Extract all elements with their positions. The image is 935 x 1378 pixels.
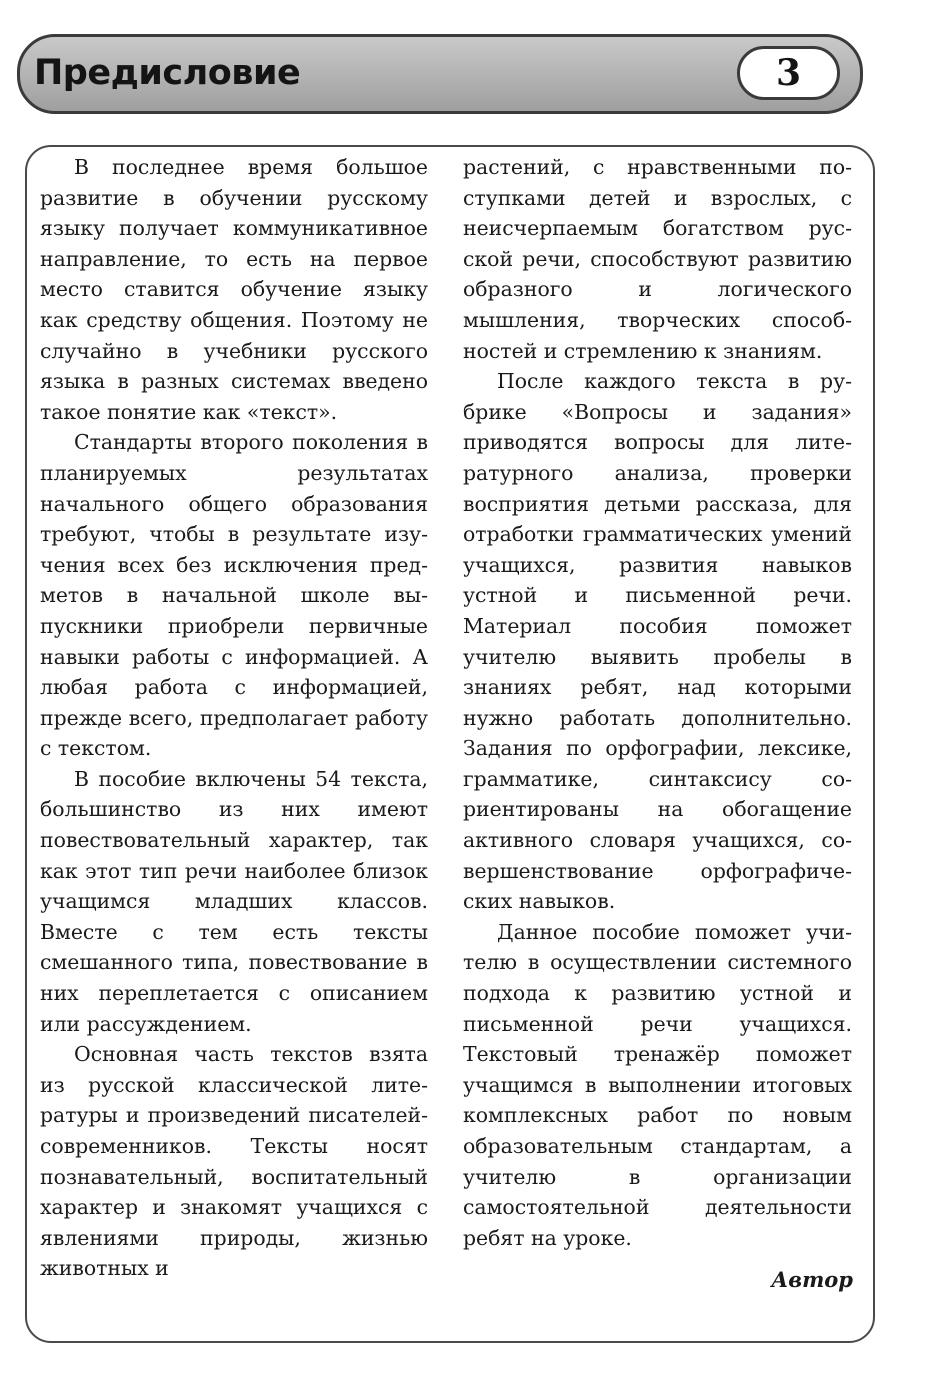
paragraph: Данное пособие поможет учителю в осуществлении системного подхода к развитию устной и письменной речи учащихся. Текстовый тренажёр поможет учащимся в выполнении итоговых комплексных работ по новым образовательным стандартам, а учителю в организации самостоятельной деятельности ребят на уроке.	[463, 919, 852, 1250]
paragraph-continuation: растений, с нравственными поступками детей и взрослых, с неисчерпаемым богатством русской речи, способствуют развитию образного и логического мышления, творческих способностей и стремлению к знаниям.	[463, 155, 852, 363]
header-bar	[17, 34, 863, 114]
paragraph: В пособие включены 54 текста, большинство из них имеют повествовательный характер, так как этот тип речи наиболее близок учащимся младших классов. Вместе с тем есть тексты смешанного типа, повествование в них переплетается с описанием или рассуждением.	[40, 766, 428, 1036]
left-column	[40, 152, 428, 1284]
page-number-badge	[737, 46, 840, 100]
paragraph: В последнее время большое развитие в обучении русскому языку получает коммуникативное направление, то есть на первое место ставится обучение языку как средству общения. Поэтому не случайно в учебники русского языка в разных системах введено такое понятие как «текст».	[40, 155, 428, 424]
paragraph: После каждого текста в рубрике «Вопросы и задания» приводятся вопросы для литературного анализа, проверки восприятия детьми рассказа, для отработки грамматических умений учащихся, развития навыков устной и письменной речи. Материал пособия поможет учителю выявить пробелы в знаниях ребят, над которыми нужно работать дополнительно. Задания по орфографии, лексике, грамматике, синтаксису сориентированы на обогащение активного словаря учащихся, совершенствование орфографических навыков.	[463, 369, 852, 914]
paragraph: Основная часть текстов взята из русской классической литературы и произведений писателей-современников. Тексты носят познавательный, воспитательный характер и знакомят учащихся с явлениями природы, жизнью животных и	[40, 1042, 428, 1281]
right-column	[463, 152, 852, 1253]
author-signature: Автор	[771, 1267, 853, 1292]
page-title: Предисловие	[34, 53, 301, 93]
paragraph: Стандарты второго поколения в планируемых результатах начального общего образования требуют, чтобы в результате изучения всех без исключения предметов в начальной школе выпускники приобрели первичные навыки работы с информацией. А любая работа с информацией, прежде всего, предполагает работу с текстом.	[40, 430, 428, 761]
page-number: 3	[775, 52, 802, 94]
